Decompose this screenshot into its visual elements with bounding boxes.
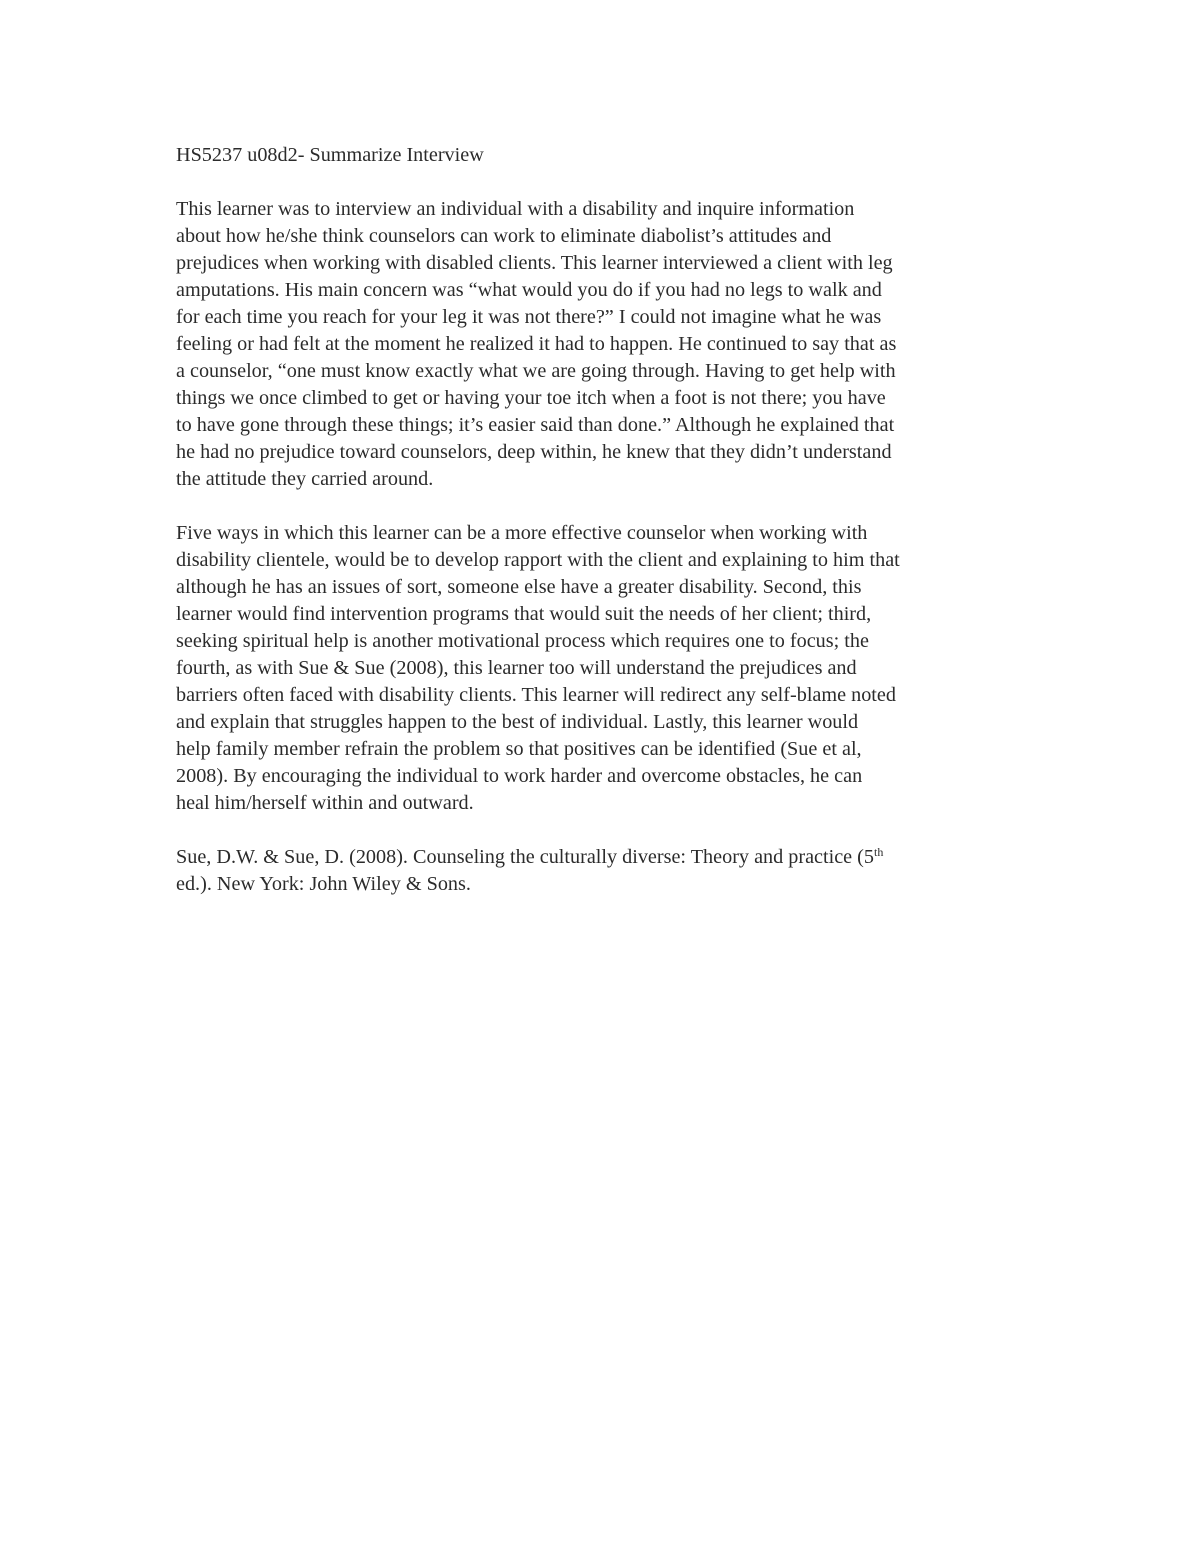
text-line: 2008). By encouraging the individual to work harder and overcome obstacles, he can <box>176 765 863 787</box>
text-line: help family member refrain the problem so that positives can be identified (Sue et al, <box>176 738 862 760</box>
text-line: heal him/herself within and outward. <box>176 792 474 814</box>
text-line: fourth, as with Sue & Sue (2008), this learner too will understand the prejudices and <box>176 657 857 679</box>
text-line: prejudices when working with disabled clients. This learner interviewed a client with leg <box>176 252 893 274</box>
reference-superscript: th <box>874 845 884 859</box>
text-line: to have gone through these things; it’s easier said than done.” Although he explained that <box>176 414 895 436</box>
text-line: amputations. His main concern was “what would you do if you had no legs to walk and <box>176 279 882 301</box>
paragraph-interview-summary <box>176 196 1036 493</box>
text-line: feeling or had felt at the moment he realized it had to happen. He continued to say that as <box>176 333 897 355</box>
text-line: learner would find intervention programs that would suit the needs of her client; third, <box>176 603 872 625</box>
reference-line: ed.). New York: John Wiley & Sons. <box>176 873 471 895</box>
document-title: HS5237 u08d2- Summarize Interview <box>176 144 484 166</box>
reference-line <box>176 844 1036 871</box>
text-line: the attitude they carried around. <box>176 468 434 490</box>
text-line: barriers often faced with disability clients. This learner will redirect any self-blame noted <box>176 684 896 706</box>
reference-text: Sue, D.W. & Sue, D. (2008). Counseling the culturally diverse: Theory and practice (5 <box>176 846 874 868</box>
text-line: about how he/she think counselors can work to eliminate diabolist’s attitudes and <box>176 225 832 247</box>
text-line: disability clientele, would be to develop rapport with the client and explaining to him that <box>176 549 900 571</box>
text-line: a counselor, “one must know exactly what we are going through. Having to get help with <box>176 360 896 382</box>
reference-citation <box>176 844 1036 898</box>
text-line: for each time you reach for your leg it was not there?” I could not imagine what he was <box>176 306 882 328</box>
text-line: things we once climbed to get or having your toe itch when a foot is not there; you have <box>176 387 886 409</box>
paragraph-five-ways <box>176 520 1036 817</box>
text-line: although he has an issues of sort, someone else have a greater disability. Second, this <box>176 576 862 598</box>
text-line: he had no prejudice toward counselors, deep within, he knew that they didn’t understand <box>176 441 892 463</box>
text-line: seeking spiritual help is another motivational process which requires one to focus; the <box>176 630 869 652</box>
text-line: and explain that struggles happen to the best of individual. Lastly, this learner would <box>176 711 859 733</box>
text-line: This learner was to interview an individual with a disability and inquire information <box>176 198 855 220</box>
text-line: Five ways in which this learner can be a more effective counselor when working with <box>176 522 868 544</box>
document-body <box>176 142 1036 898</box>
